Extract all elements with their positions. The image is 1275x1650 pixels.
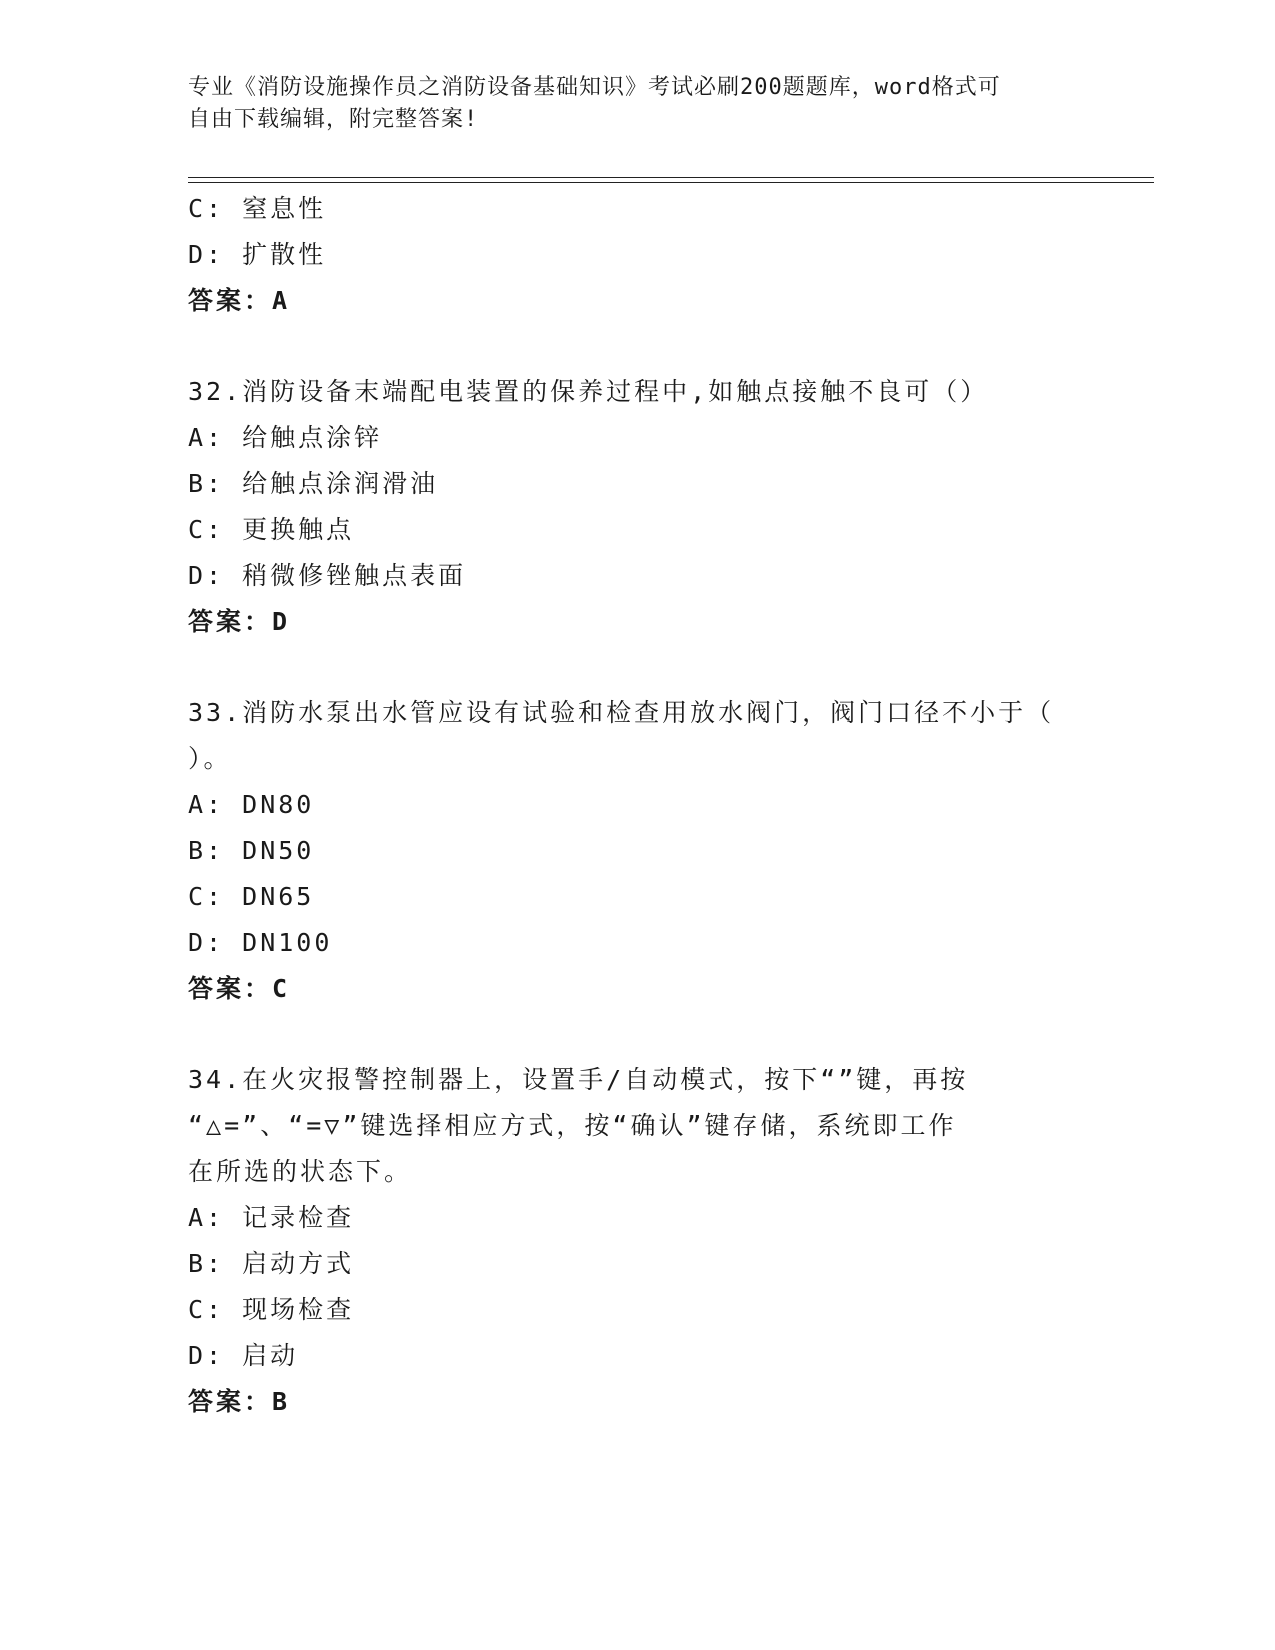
- option-c: C: 现场检查: [188, 1295, 355, 1324]
- option-d: D: 稍微修锉触点表面: [188, 561, 467, 590]
- header-line-2: 自由下载编辑，附完整答案!: [188, 107, 479, 132]
- question-text: 33.消防水泵出水管应设有试验和检查用放水阀门，阀门口径不小于（: [188, 698, 1055, 727]
- option-c: C: DN65: [188, 882, 315, 911]
- option-d: D: 扩散性: [188, 240, 327, 269]
- option-a: A: 记录检查: [188, 1203, 355, 1232]
- question-33: [188, 690, 1108, 1012]
- option-b: B: 启动方式: [188, 1249, 355, 1278]
- question-32: [188, 369, 1108, 645]
- option-d: D: 启动: [188, 1341, 299, 1370]
- option-b: B: 给触点涂润滑油: [188, 469, 439, 498]
- spacer: [188, 1012, 1108, 1057]
- spacer: [188, 645, 1108, 690]
- answer-line: 答案：C: [188, 974, 291, 1003]
- option-c: C: 窒息性: [188, 194, 327, 223]
- option-b: B: DN50: [188, 836, 315, 865]
- spacer: [188, 324, 1108, 369]
- question-text-continued: “△=”、“=▽”键选择相应方式，按“确认”键存储，系统即工作: [188, 1111, 957, 1140]
- question-text-continued: 在所选的状态下。: [188, 1157, 413, 1186]
- question-text: 34.在火灾报警控制器上，设置手/自动模式，按下“”键，再按: [188, 1065, 969, 1094]
- document-header: [188, 72, 1088, 136]
- header-line-1: 专业《消防设施操作员之消防设备基础知识》考试必刷200题题库，word格式可: [188, 75, 1001, 100]
- option-a: A: DN80: [188, 790, 315, 819]
- question-text: 32.消防设备末端配电装置的保养过程中,如触点接触不良可（）: [188, 377, 989, 406]
- answer-line: 答案：D: [188, 607, 291, 636]
- question-34: [188, 1057, 1108, 1425]
- header-divider-bottom: [188, 182, 1154, 183]
- question-text-continued: ）。: [188, 744, 232, 773]
- question-list: [188, 186, 1108, 1425]
- option-d: D: DN100: [188, 928, 333, 957]
- answer-line: 答案：B: [188, 1387, 291, 1416]
- option-a: A: 给触点涂锌: [188, 423, 383, 452]
- answer-line: 答案：A: [188, 286, 291, 315]
- question-31-tail: [188, 186, 1108, 324]
- option-c: C: 更换触点: [188, 515, 355, 544]
- header-divider-top: [188, 177, 1154, 178]
